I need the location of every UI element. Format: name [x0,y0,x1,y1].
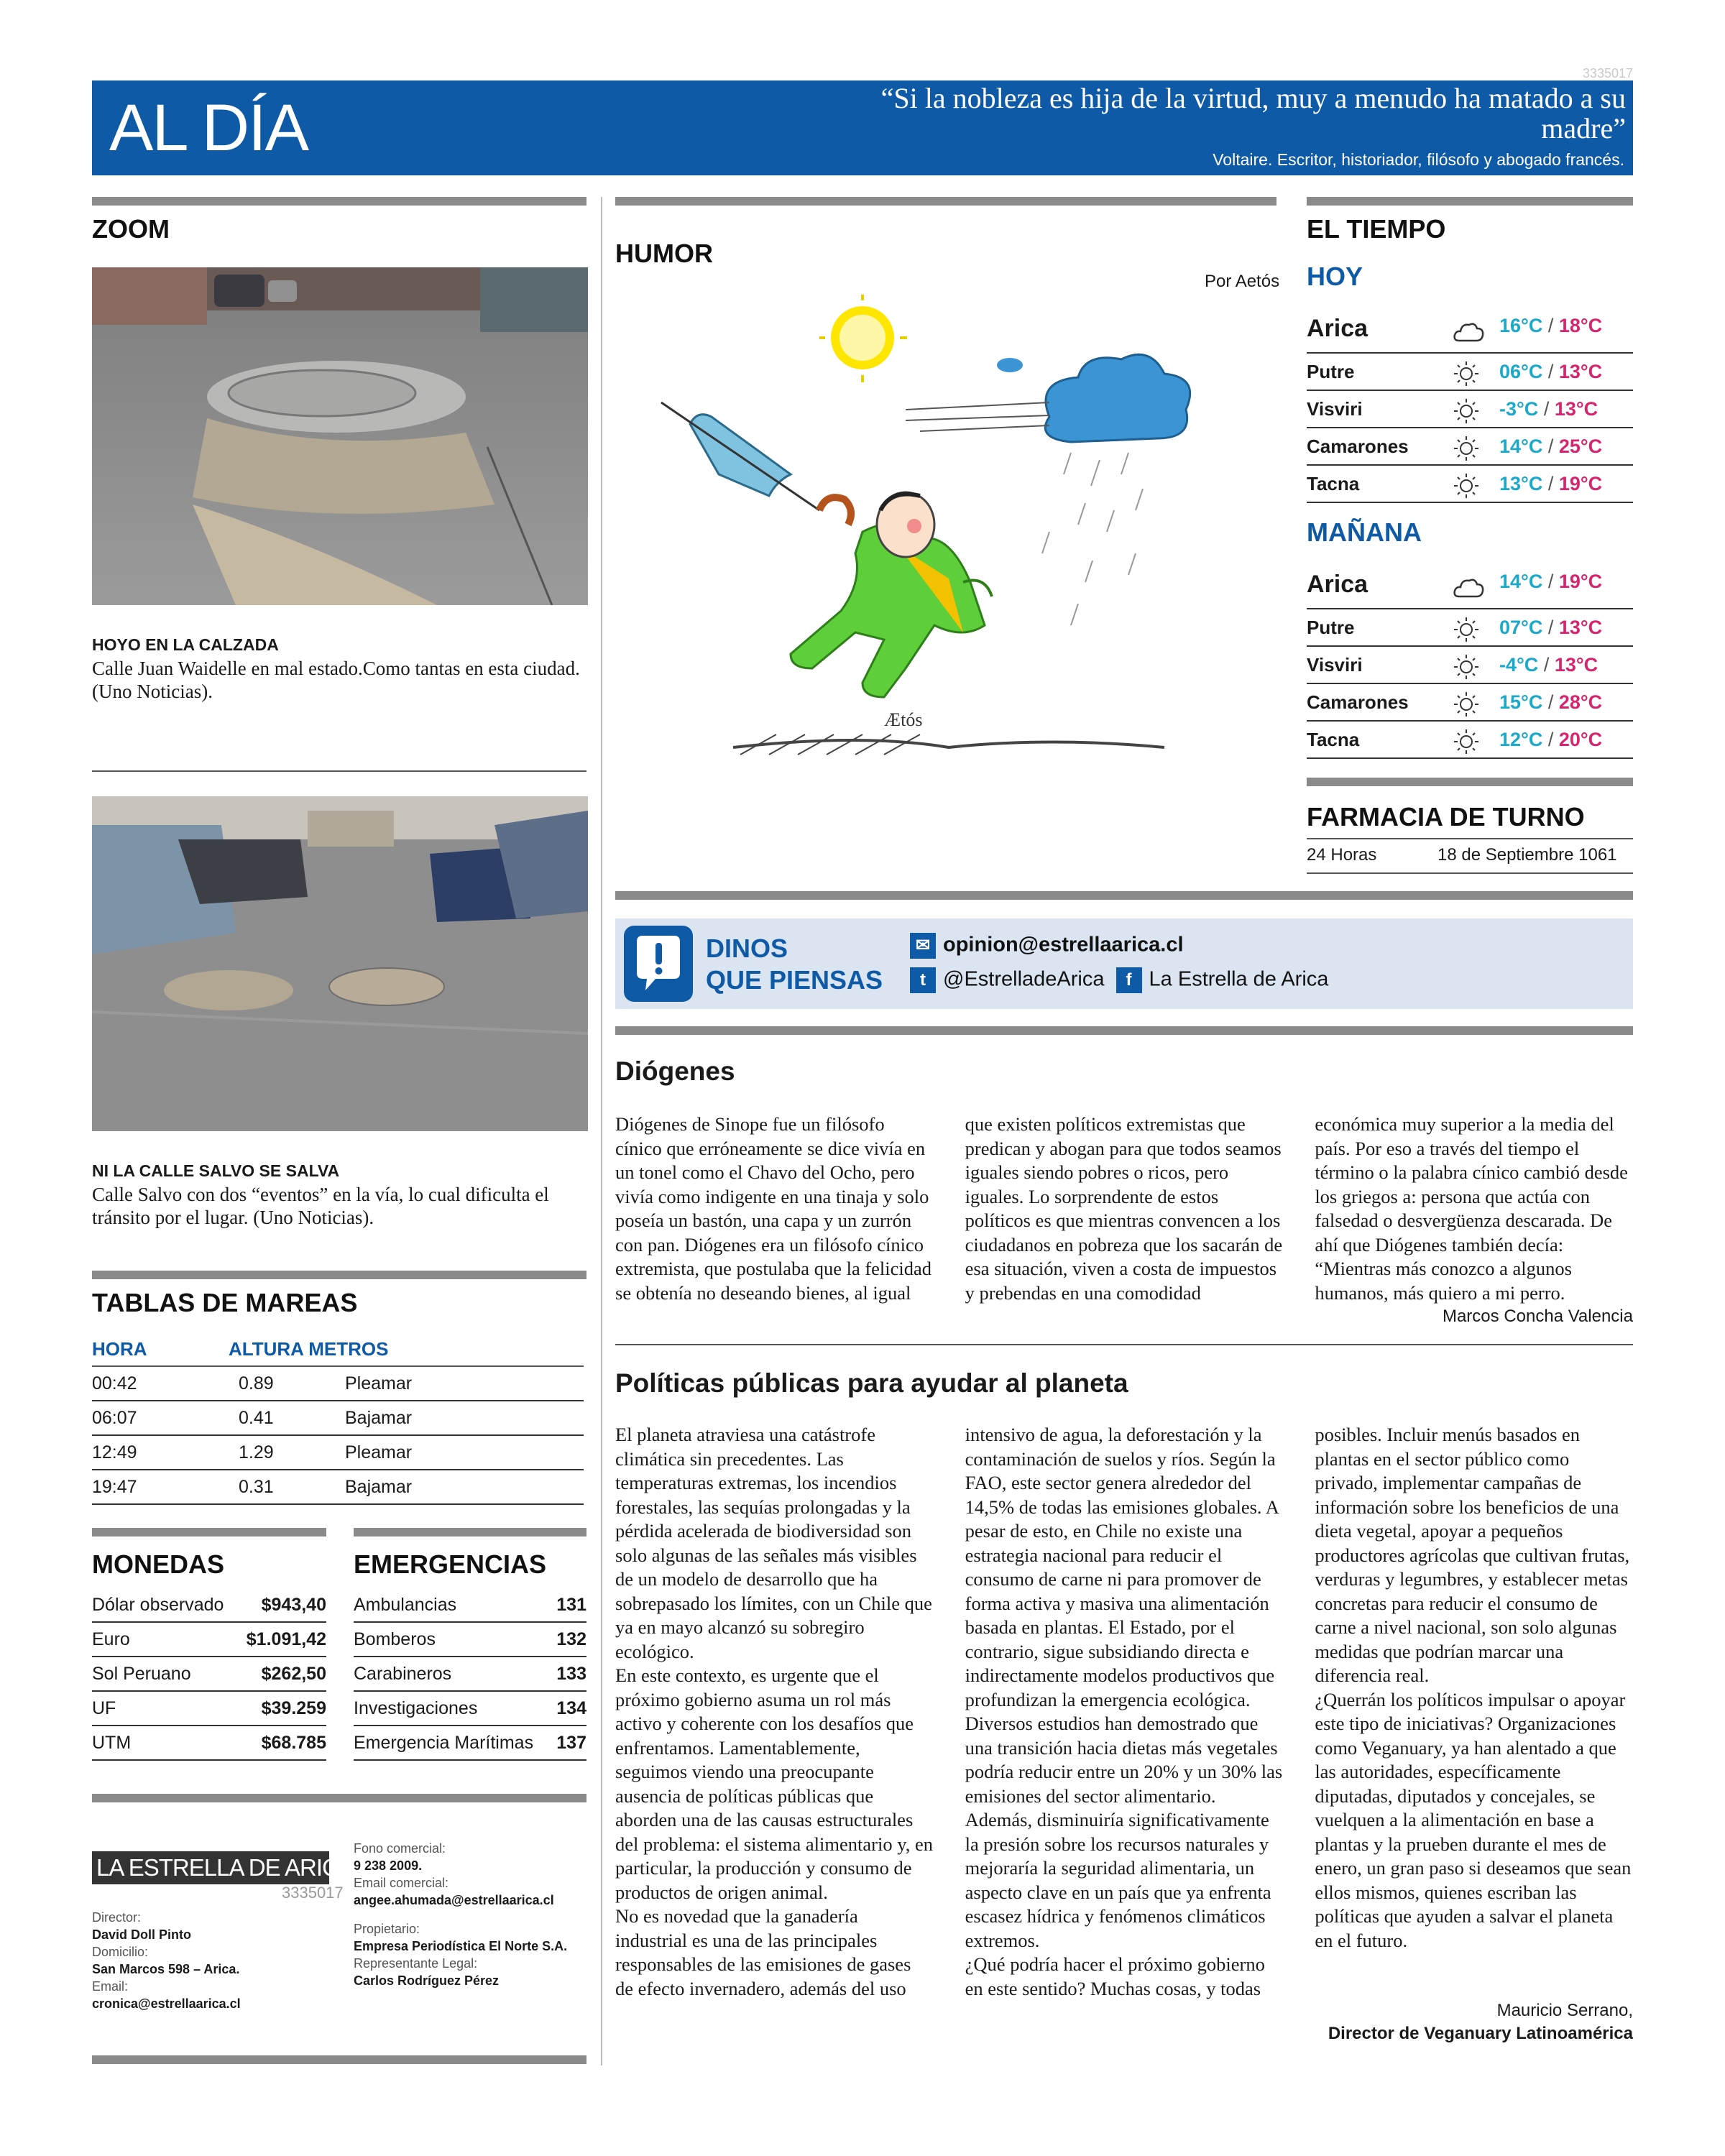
weather-row [1307,722,1633,759]
emergency-name: Ambulancias [354,1595,457,1615]
weather-temps: 16°C / 18°C [1499,315,1603,336]
weather-heading: EL TIEMPO [1307,214,1446,244]
contact-box [615,918,1633,1009]
emergency-number: 137 [556,1733,586,1753]
masthead-left [92,1909,336,2012]
quote-author: Voltaire. Escritor, historiador, filósofo y abogado francés. [1213,150,1624,169]
weather-row [1307,647,1633,684]
tide-height: 0.31 [239,1477,274,1497]
weather-temps: 12°C / 20°C [1499,729,1603,750]
currency-row [92,1726,326,1761]
masthead-code: 3335017 [282,1884,344,1902]
masthead-right [354,1840,591,1989]
weather-city: Camarones [1307,436,1409,457]
legal-rep-label: Representante Legal: [354,1956,478,1971]
article-paragraph: Diversos estudios han demostrado que una transición hacia dietas más vegetales podría reducir entre un 20% y un 30% las emisiones del sector alimentario. Además, disminuiría significativamente la presión sobre los recursos naturales y mejoraría la seguridad alimentaria, un aspecto clave en un país que ya enfrenta escasez hídrica y fenómenos climáticos extremos. [965,1713,1283,1951]
section-title: AL DÍA [109,91,308,165]
weather-temps: 13°C / 19°C [1499,473,1603,494]
tide-row [92,1367,584,1401]
cloud-icon [1453,319,1482,342]
article-title: Políticas públicas para ayudar al planeta [615,1368,1128,1398]
article-body [615,1423,1633,2055]
article-author-role: Director de Veganuary Latinoamérica [1328,2024,1633,2043]
weather-temps: -4°C / 13°C [1499,654,1598,676]
sun-icon [1453,691,1482,714]
emergency-number: 134 [556,1698,586,1718]
tides-heading: TABLAS DE MAREAS [92,1288,358,1317]
address-label: Domicilio: [92,1945,149,1959]
sun-icon [1453,654,1482,677]
currency-row [92,1657,326,1692]
article-title: Diógenes [615,1056,735,1086]
currency-value: $943,40 [261,1595,326,1615]
director-name: David Doll Pinto [92,1927,192,1942]
weather-city: Camarones [1307,691,1409,713]
contact-social-line [910,967,1328,993]
sun-icon [1453,617,1482,640]
sun-icon [1453,361,1482,384]
tides-col-height: ALTURA METROS [229,1338,389,1360]
currency-row [92,1692,326,1726]
divider [92,1794,586,1802]
pharmacy-heading: FARMACIA DE TURNO [1307,802,1585,831]
tide-type: Pleamar [345,1373,413,1393]
sun-icon [1453,729,1482,752]
emergency-number: 133 [556,1664,586,1684]
weather-temps: 06°C / 13°C [1499,361,1603,382]
tide-type: Bajamar [345,1477,413,1497]
weather-tomorrow-label: MAÑANA [1307,517,1422,547]
address: San Marcos 598 – Arica. [92,1962,240,1976]
weather-row [1307,306,1633,354]
zoom-caption-title-1: HOYO EN LA CALZADA [92,635,279,654]
article-body [615,1112,1633,1330]
tide-time: 06:07 [92,1408,137,1428]
comm-email: angee.ahumada@estrellaarica.cl [354,1893,554,1907]
divider [92,1271,586,1279]
email-label: Email: [92,1979,129,1994]
divider [615,1344,1633,1345]
twitter-icon: t [910,967,936,993]
currency-name: Sol Peruano [92,1664,191,1684]
weather-city: Visviri [1307,654,1363,676]
currency-value: $68.785 [261,1733,326,1753]
sun-icon [1453,398,1482,421]
divider [92,770,586,772]
tide-type: Pleamar [345,1442,413,1462]
humor-heading: HUMOR [615,239,713,268]
currency-name: UF [92,1698,116,1718]
pharmacy-address: 18 de Septiembre 1061 [1438,845,1617,865]
tide-time: 19:47 [92,1477,137,1497]
currency-value: $262,50 [261,1664,326,1684]
divider [615,1026,1633,1035]
divider [1307,197,1633,206]
article-paragraph: ¿Qué podría hacer el próximo gobierno en este sentido? Muchas cosas, y todas posibles. Incluir menús basados en plantas en el sector público como privado, implementar campañas de información sobre los beneficios de una dieta vegetal, apoyar a pequeños productores agrícolas que cultivan frutas, verduras y legumbres, y establecer metas concretas para reducir el consumo de carne a nivel nacional, son solo algunas medidas que podrían marcar una diferencia real. [965,1424,1630,1999]
facebook-icon: f [1116,967,1142,993]
contact-label [706,933,883,996]
currency-name: Euro [92,1629,130,1649]
weather-temps: 14°C / 19°C [1499,571,1603,592]
tide-time: 12:49 [92,1442,137,1462]
zoom-heading: ZOOM [92,214,170,244]
phone-label: Fono comercial: [354,1841,446,1856]
emergency-row [354,1692,586,1726]
emergency-name: Bomberos [354,1629,436,1649]
tide-height: 0.89 [239,1373,274,1393]
weather-city: Arica [1307,315,1368,342]
article-author: Mauricio Serrano, [1496,2001,1633,2020]
tides-col-hour: HORA [92,1338,147,1360]
weather-city: Putre [1307,361,1355,382]
currency-row [92,1623,326,1657]
emergency-number: 131 [556,1595,586,1615]
article-text: Diógenes de Sinope fue un filósofo cínico que erróneamente se dice vivía en un tonel como el Chavo del Ocho, pero vivía como indigente en una tinaja y solo poseía un bastón, una capa y un zurrón con pan. Diógenes era un filósofo cínico extremista, que postulaba que la felicidad se obtenía no deseando bienes, al igual que existen políticos extremistas que predican y abogan para que todos seamos iguales siendo pobres o ricos, pero iguales. Lo sorprendente de estos políticos es que mientras convencen a los ciudadanos en pobreza que los sacarán de esa situación, viven a costa de impuestos y prebendas en una comodidad económica muy superior a la media del país. Por eso a través del tiempo el término o la palabra cínico cambió desde los griegos a: persona que actúa con falsedad o desvergüenza descarada. De ahí que Diógenes también decía: “Mientras más conozco a algunos humanos, más quiero a mi perro. [615,1113,1628,1304]
exclamation-icon [624,926,693,1002]
divider [615,197,1276,206]
emergency-row [354,1588,586,1623]
emergency-name: Investigaciones [354,1698,478,1718]
zoom-caption-text-1: Calle Juan Waidelle en mal estado.Como tantas en esta ciudad. (Uno Noticias). [92,658,580,702]
weather-city: Visviri [1307,398,1363,420]
contact-label-line2: QUE PIENSAS [706,965,883,995]
comm-email-label: Email comercial: [354,1876,449,1890]
humor-cartoon [647,295,1236,769]
svg-text:Ætós: Ætós [884,709,923,730]
weather-temps: -3°C / 13°C [1499,398,1598,420]
divider [1307,872,1633,874]
legal-rep: Carlos Rodríguez Pérez [354,1973,500,1988]
zoom-photo-2 [92,796,588,1131]
article-paragraph: No es novedad que la ganadería industrial es una de las principales responsables de las emisiones de gases de efecto invernadero, además del uso intensivo de agua, la deforestación y la contaminación de suelos y ríos. Según la FAO, este sector genera alrededor del 14,5% de todas las emisiones globales. A pesar de esto, en Chile no existe una estrategia nacional para reducir el consumo de carne ni para promover de forma activa y masiva una alimentación basada en plantas. El Estado, por el contrario, sigue subsidiando directa e indirectamente modelos productivos que profundizan la emergencia ecológica. [615,1424,1279,1999]
weather-city: Arica [1307,571,1368,598]
section-header [92,80,1633,175]
emergency-number: 132 [556,1629,586,1649]
tide-type: Bajamar [345,1408,413,1428]
tide-height: 0.41 [239,1408,274,1428]
mail-icon: ✉ [910,933,936,959]
weather-row [1307,428,1633,466]
currency-value: $39.259 [261,1698,326,1718]
weather-row [1307,609,1633,647]
tide-row [92,1401,584,1436]
emergencies-heading: EMERGENCIAS [354,1549,547,1579]
emergency-row [354,1657,586,1692]
tide-row [92,1470,584,1505]
page-code: 3335017 [1582,66,1633,80]
tide-height: 1.29 [239,1442,274,1462]
weather-row [1307,466,1633,503]
currency-value: $1.091,42 [246,1629,326,1649]
tide-row [92,1436,584,1470]
facebook-page[interactable]: La Estrella de Arica [1149,967,1329,991]
weather-city: Tacna [1307,729,1360,750]
currencies-heading: MONEDAS [92,1549,225,1579]
currency-name: Dólar observado [92,1595,224,1615]
weather-row [1307,684,1633,722]
article-paragraph: ¿Querrán los políticos impulsar o apoyar este tipo de iniciativas? Organizaciones como Veganuary, ya han alentado a que las autoridades, específicamente diputadas, diputados y concejales, se vuelquen a la alimentación en base a plantas y la prueben durante el mes de enero, un gran paso si deseamos que sean ellos mismos, quienes escriban las políticas que ayuden a salvar el planeta en el futuro. [1315,1688,1632,1951]
contact-email[interactable]: opinion@estrellaarica.cl [943,933,1184,957]
emergency-name: Emergencia Marítimas [354,1733,534,1753]
divider [1307,838,1633,839]
tide-time: 00:42 [92,1373,137,1393]
weather-row [1307,354,1633,391]
article-paragraph: El planeta atraviesa una catástrofe climática sin precedentes. Las temperaturas extremas, los incendios forestales, las sequías prolongadas y la pérdida acelerada de biodiversidad son solo algunas de las señales más visibles de un modelo de desarrollo que ha sobrepasado los límites, con un Chile que ya en mayo alcanzó su sobregiro ecológico. [615,1424,932,1662]
divider [354,1528,586,1537]
emergency-name: Carabineros [354,1664,452,1684]
weather-temps: 07°C / 13°C [1499,617,1603,638]
divider [1307,778,1633,786]
currency-name: UTM [92,1733,132,1753]
sun-icon [1453,436,1482,459]
cloud-icon [1453,575,1482,598]
weather-temps: 15°C / 28°C [1499,691,1603,713]
newsroom-email: cronica@estrellaarica.cl [92,1996,241,2011]
zoom-caption-text-2: Calle Salvo con dos “eventos” en la vía, lo cual dificulta el tránsito por el lugar. (Uno Noticias). [92,1184,549,1228]
contact-email-line [910,933,1184,959]
divider [615,891,1633,900]
phone: 9 238 2009. [354,1858,423,1873]
weather-row [1307,391,1633,428]
article-paragraph: En este contexto, es urgente que el próximo gobierno asuma un rol más activo y coherente con los desafíos que enfrentamos. Lamentablemente, seguimos viendo una preocupante ausencia de políticas públicas que aborden una de las causas estructurales del problema: el sistema alimentario y, en particular, la producción y consumo de productos de origen animal. [615,1664,934,1903]
zoom-photo-1 [92,267,588,605]
newspaper-logo: LA ESTRELLA DE ARICA [92,1851,329,1884]
column-rule [601,197,602,2065]
divider [92,1528,326,1537]
emergency-row [354,1623,586,1657]
owner-label: Propietario: [354,1922,420,1936]
owner: Empresa Periodística El Norte S.A. [354,1939,568,1953]
currency-row [92,1588,326,1623]
sun-icon [1453,473,1482,496]
pharmacy-hours: 24 Horas [1307,845,1377,865]
weather-row [1307,562,1633,609]
twitter-handle[interactable]: @EstrelladeArica [943,967,1105,991]
divider [92,197,586,206]
article-author: Marcos Concha Valencia [1442,1307,1633,1326]
article-author-block [1294,1999,1633,2045]
zoom-caption-title-2: NI LA CALLE SALVO SE SALVA [92,1161,340,1180]
contact-label-line1: DINOS [706,934,788,963]
emergency-row [354,1726,586,1761]
cartoon-credit: Por Aetós [1205,272,1280,291]
weather-city: Putre [1307,617,1355,638]
weather-today-label: HOY [1307,262,1363,291]
header-quote: “Si la nobleza es hija de la virtud, muy a menudo ha matado a su madre” [880,82,1626,144]
divider [92,2055,586,2064]
weather-temps: 14°C / 25°C [1499,436,1603,457]
director-label: Director: [92,1910,142,1925]
weather-city: Tacna [1307,473,1360,494]
